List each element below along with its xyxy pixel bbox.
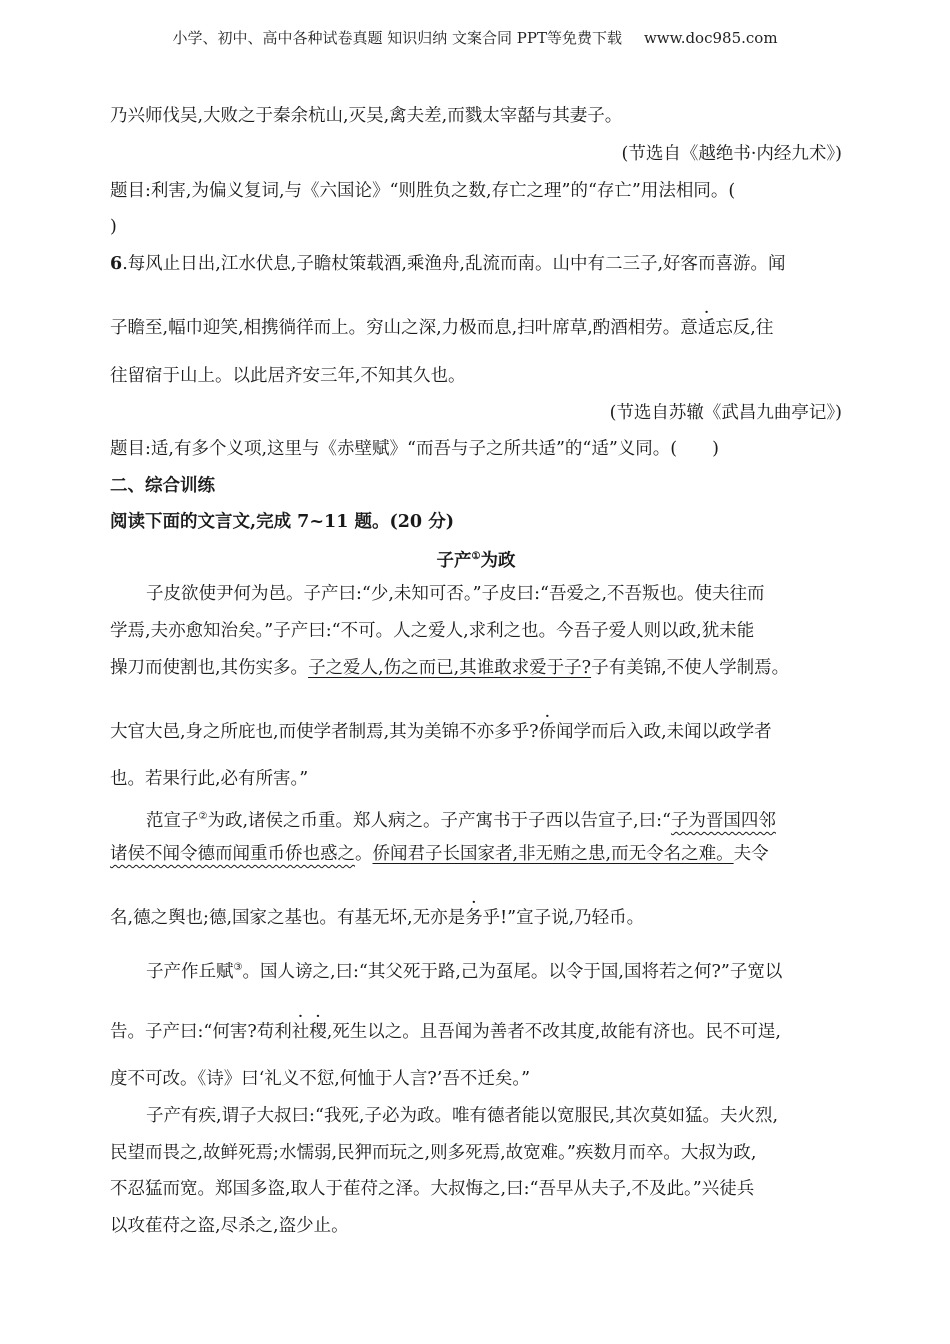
p1-line-1: 子皮欲使尹何为邑。子产曰:“少,未知可否。”子皮曰:“吾爱之,不吾叛也。使夫往而 — [146, 584, 765, 604]
q6-text-line-1 — [110, 252, 842, 276]
section-2-instruction: 阅读下面的文言文,完成 7~11 题。(20 分) — [110, 512, 454, 532]
wavy-underline-2: 诸侯不闻令德而闻重币侨也惑之 — [110, 844, 355, 864]
p3-line-1 — [110, 956, 842, 984]
p1-line-4c: 闻学而后入政,未闻以政学者 — [556, 722, 772, 742]
q5-text-line: 乃兴师伐吴,大败之于秦余杭山,灭吴,禽夫差,而戮太宰嚭与其妻子。 — [110, 106, 623, 126]
article-title-b: 为政 — [480, 550, 516, 571]
p2-line-3c: 乎!”宣子说,乃轻币。 — [482, 908, 645, 928]
article-title — [110, 545, 842, 573]
p1-line-4 — [110, 720, 842, 744]
p4-line-2: 民望而畏之,故鲜死焉;水懦弱,民狎而玩之,则多死焉,故宽难。”疾数月而卒。大叔为政, — [110, 1143, 757, 1163]
p3-line-1a: 子产作丘赋 — [146, 961, 234, 982]
q5-source: (节选自《越绝书·内经九术》) — [621, 144, 842, 164]
p4-line-1: 子产有疾,谓子大叔曰:“我死,子必为政。唯有德者能以宽服民,其次莫如猛。夫火烈, — [146, 1106, 779, 1126]
wavy-underline-1: 子为晋国四邻 — [670, 810, 776, 831]
p2-line-3 — [110, 906, 842, 930]
q5-topic-line: 题目:利害,为偏义复词,与《六国论》“则胜负之数,存亡之理”的“存亡”用法相同。( — [110, 181, 736, 201]
q6-line-1-text: .每风止日出,江水伏息,子瞻杖策载酒,乘渔舟,乱流而南。山中有二三子,好客而喜游。闻 — [122, 254, 786, 274]
q6-number: 6 — [110, 254, 123, 274]
p3-line-2d: ,死生以之。且吾闻为善者不改其度,故能有济也。民不可逞, — [326, 1022, 781, 1042]
footnote-marker-2: ② — [198, 811, 208, 822]
q6-text-line-2 — [110, 316, 842, 340]
p2-line-1a: 范宣子 — [146, 810, 199, 831]
dotted-char-she: 社 — [291, 1022, 310, 1042]
q6-line-2c: 忘反,往 — [715, 318, 774, 338]
dotted-char-shi: 适 — [697, 318, 716, 338]
underlined-sentence-2: 侨闻君子长国家者,非无贿之患,而无令名之难。 — [372, 844, 734, 864]
p1-line-3 — [110, 656, 842, 680]
q6-topic-line: 题目:适,有多个义项,这里与《赤壁赋》“而吾与子之所共适”的“适”义同。( ) — [110, 439, 719, 459]
p2-line-3a: 名,德之舆也;德,国家之基也。有基无坏,无亦是 — [110, 908, 466, 928]
q6-text-line-3: 往留宿于山上。以此居齐安三年,不知其久也。 — [110, 366, 466, 386]
footnote-marker-1: ① — [471, 551, 481, 562]
section-2-title: 二、综合训练 — [110, 476, 215, 496]
p2-line-2b: 。 — [355, 844, 373, 864]
p3-line-2a: 告。子产曰:“何害?苟利 — [110, 1022, 292, 1042]
dotted-char-qiao: 侨 — [538, 722, 557, 742]
p2-line-1b: 为政,诸侯之币重。郑人病之。子产寓书于子西以告宣子,曰:“ — [207, 810, 671, 831]
header-url[interactable]: www.doc985.com — [643, 29, 778, 47]
footnote-marker-3: ③ — [233, 962, 243, 973]
p2-line-1 — [110, 805, 842, 833]
header-text: 小学、初中、高中各种试卷真题 知识归纳 文案合同 PPT等免费下载 — [172, 29, 622, 47]
q6-line-2a: 子瞻至,幅巾迎笑,相携徜徉而上。穷山之深,力极而息,扫叶席草,酌酒相劳。意 — [110, 318, 698, 338]
p2-line-2d: 夫令 — [733, 844, 769, 864]
underlined-sentence-1: 子之爱人,伤之而已,其谁敢求爱于子? — [308, 658, 592, 678]
p1-line-3c: 子有美锦,不使人学制焉。 — [591, 658, 790, 678]
p1-line-4a: 大官大邑,身之所庇也,而使学者制焉,其为美锦不亦多乎? — [110, 722, 539, 742]
p4-line-3: 不忍猛而宽。郑国多盗,取人于萑苻之泽。大叔悔之,曰:“吾早从夫子,不及此。”兴徒兵 — [110, 1179, 755, 1199]
page-header — [0, 27, 950, 48]
p1-line-3a: 操刀而使割也,其伤实多。 — [110, 658, 309, 678]
article-title-a: 子产 — [436, 550, 472, 571]
p4-line-4: 以攻萑苻之盗,尽杀之,盗少止。 — [110, 1216, 349, 1236]
p2-line-2 — [110, 842, 842, 866]
p3-line-2 — [110, 1020, 842, 1044]
p3-line-3: 度不可改。《诗》曰‘礼义不愆,何恤于人言?’吾不迁矣。” — [110, 1069, 531, 1089]
dotted-char-ji: 稷 — [309, 1022, 327, 1042]
p1-line-5: 也。若果行此,必有所害。” — [110, 769, 309, 789]
q6-source: (节选自苏辙《武昌九曲亭记》) — [609, 403, 842, 423]
p3-line-1b: 。国人谤之,曰:“其父死于路,己为虿尾。以令于国,国将若之何?”子宽以 — [242, 961, 783, 982]
p1-line-2: 学焉,夫亦愈知治矣。”子产曰:“不可。人之爱人,求利之也。今吾子爱人则以政,犹未能 — [110, 621, 755, 641]
q5-answer-paren: ) — [110, 217, 117, 237]
dotted-char-wu: 务 — [465, 908, 483, 928]
